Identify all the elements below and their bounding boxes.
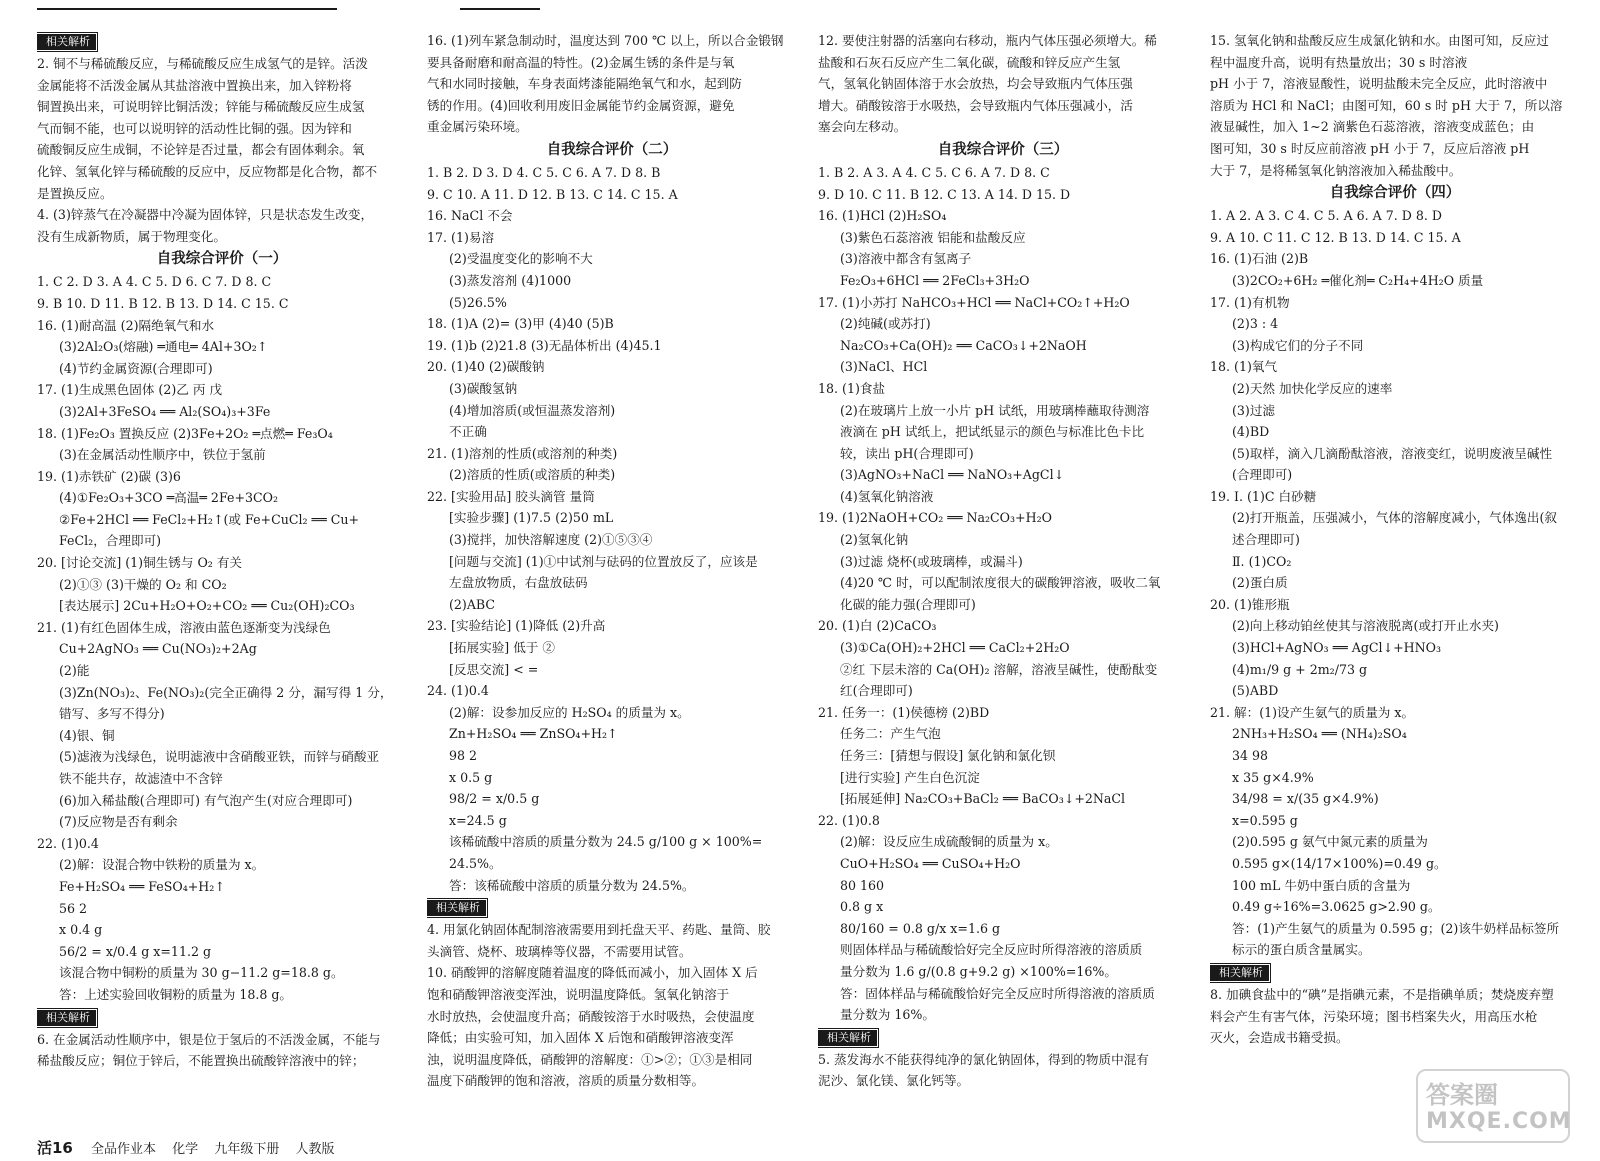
answer-line: 23. [实验结论] (1)降低 (2)升高 bbox=[427, 618, 606, 634]
answer-line: [进行实验] 产生白色沉淀 bbox=[840, 769, 980, 785]
answer-line: (3)紫色石蕊溶液 铝能和盐酸反应 bbox=[840, 229, 1026, 245]
answer-line: 20. (1)白 (2)CaCO₃ bbox=[818, 618, 937, 634]
answer-line: CuO+H₂SO₄ ══ CuSO₄+H₂O bbox=[840, 855, 1021, 871]
answer-line: 18. (1)Fe₂O₃ 置换反应 (2)3Fe+2O₂ ═点燃═ Fe₃O₄ bbox=[37, 425, 333, 441]
answer-line: (3)溶液中都含有氢离子 bbox=[840, 251, 972, 267]
answer-line: pH 小于 7，溶液显酸性，说明盐酸未完全反应，此时溶液中 bbox=[1210, 76, 1548, 92]
answer-line: 56 2 bbox=[59, 900, 88, 916]
watermark-text-cn: 答案圈 bbox=[1426, 1081, 1498, 1109]
answer-line: 液显碱性，加入 1~2 滴紫色石蕊溶液，溶液变成蓝色；由 bbox=[1210, 119, 1535, 135]
answer-line: [表达展示] 2Cu+H₂O+O₂+CO₂ ══ Cu₂(OH)₂CO₃ bbox=[59, 598, 355, 614]
answer-line: ②Fe+2HCl ══ FeCl₂+H₂↑(或 Fe+CuCl₂ ══ Cu+ bbox=[59, 511, 360, 527]
answer-line: 21. (1)有红色固体生成，溶液由蓝色逐渐变为浅绿色 bbox=[37, 619, 331, 635]
answer-line: 标示的蛋白质含量属实。 bbox=[1232, 942, 1371, 958]
answer-line: 12. 要使注射器的活塞向右移动，瓶内气体压强必须增大。稀 bbox=[818, 33, 1157, 48]
answer-line: 大于 7，是将稀氢氧化钠溶液加入稀盐酸中。 bbox=[1210, 162, 1462, 178]
answer-line: 任务二：产生气泡 bbox=[840, 726, 941, 742]
analysis-header bbox=[427, 896, 797, 919]
answer-line: 头滴管、烧杯、玻璃棒等仪器，不需要用试管。 bbox=[427, 943, 692, 959]
answer-line: 重金属污染环境。 bbox=[427, 119, 528, 135]
answer-line: 5. 蒸发海水不能获得纯净的氯化钠固体，得到的物质中混有 bbox=[818, 1051, 1149, 1067]
answer-line: 34 98 bbox=[1232, 748, 1269, 763]
answer-line: 量分数为 16%。 bbox=[840, 1007, 935, 1023]
answer-line: (2)天然 加快化学反应的速率 bbox=[1232, 380, 1393, 396]
answer-line: 增大。硝酸铵溶于水吸热，会导致瓶内气体压强减小，活 bbox=[818, 97, 1133, 113]
answer-line: (2)解：设混合物中铁粉的质量为 x。 bbox=[59, 857, 265, 873]
book-grade: 九年级下册 bbox=[214, 1142, 280, 1157]
answer-line: 量分数为 1.6 g/(0.8 g+9.2 g) ×100%=16%。 bbox=[840, 963, 1117, 979]
section-title: 自我综合评价（二） bbox=[546, 141, 678, 158]
analysis-badge: 相关解析 bbox=[37, 1010, 96, 1026]
answer-line: (3)过滤 烧杯(或玻璃棒，或漏斗) bbox=[840, 553, 1023, 569]
answer-line: (2)解：设反应生成硫酸铜的质量为 x。 bbox=[840, 834, 1058, 850]
answer-line: 19. (1)赤铁矿 (2)碳 (3)6 bbox=[37, 468, 181, 484]
answer-line: 程中温度升高，说明有热量放出；30 s 时溶液 bbox=[1210, 54, 1468, 70]
answer-line: 98 2 bbox=[449, 748, 478, 763]
answer-line: 24. (1)0.4 bbox=[427, 683, 489, 699]
answer-line: 19. (1)b (2)21.8 (3)无晶体析出 (4)45.1 bbox=[427, 337, 662, 353]
answer-line: ②红 下层未溶的 Ca(OH)₂ 溶解，溶液呈碱性，使酚酞变 bbox=[840, 661, 1158, 677]
answer-line: 述合理即可) bbox=[1232, 532, 1300, 548]
answer-line: (3)蒸发溶剂 (4)1000 bbox=[449, 272, 572, 288]
answer-line: 21. 解：(1)设产生氨气的质量为 x。 bbox=[1210, 704, 1415, 720]
answer-line: [反思交流] < = bbox=[449, 661, 539, 677]
answer-line: 20. (1)锥形瓶 bbox=[1210, 596, 1290, 612]
answer-line: (7)反应物是否有剩余 bbox=[59, 814, 178, 830]
answer-line: 9. C 10. A 11. D 12. B 13. C 14. C 15. A bbox=[427, 186, 678, 202]
answer-line: (2)①③ (3)干燥的 O₂ 和 CO₂ bbox=[59, 576, 227, 592]
page-footer bbox=[37, 1137, 347, 1158]
answer-line: 20. [讨论交流] (1)铜生锈与 O₂ 有关 bbox=[37, 555, 243, 571]
answer-line: (3)HCl+AgNO₃ ══ AgCl↓+HNO₃ bbox=[1232, 640, 1442, 656]
answer-line: 答：固体样品与稀硫酸恰好完全反应时所得溶液的溶质质 bbox=[840, 985, 1155, 1001]
answer-line: Zn+H₂SO₄ ══ ZnSO₄+H₂↑ bbox=[449, 726, 618, 742]
answer-line: (2)在玻璃片上放一小片 pH 试纸，用玻璃棒蘸取待测溶 bbox=[840, 402, 1150, 418]
answer-line: [问题与交流] (1)①中试剂与砝码的位置放反了，应该是 bbox=[449, 553, 758, 569]
answer-line: 22. (1)0.4 bbox=[37, 835, 99, 851]
analysis-badge: 相关解析 bbox=[818, 1030, 877, 1046]
answer-line: 1. B 2. D 3. D 4. C 5. C 6. A 7. D 8. B bbox=[427, 164, 661, 180]
answer-line: 左盘放物质，右盘放砝码 bbox=[449, 575, 588, 591]
answer-line: 该混合物中铜粉的质量为 30 g−11.2 g=18.8 g。 bbox=[59, 965, 344, 981]
answer-line: [拓展延伸] Na₂CO₃+BaCl₂ ══ BaCO₃↓+2NaCl bbox=[840, 791, 1126, 807]
answer-line: 16. (1)HCl (2)H₂SO₄ bbox=[818, 208, 947, 224]
answer-line: 100 mL 牛奶中蛋白质的含量为 bbox=[1232, 877, 1411, 893]
answer-line: 该稀硫酸中溶质的质量分数为 24.5 g/100 g × 100%= bbox=[449, 834, 763, 850]
answer-line: (6)加入稀盐酸(合理即可) 有气泡产生(对应合理即可) bbox=[59, 792, 353, 808]
answer-line: 22. (1)0.8 bbox=[818, 812, 880, 828]
analysis-header bbox=[37, 1006, 407, 1029]
answer-line: 浊，说明温度降低，硝酸钾的溶解度：①>②；①③是相同 bbox=[427, 1051, 753, 1067]
answer-line: (5)ABD bbox=[1232, 683, 1279, 699]
answer-line: 要具备耐磨和耐高温的特性。(2)金属生锈的条件是与氧 bbox=[427, 54, 735, 70]
answer-line: 18. (1)A (2)= (3)甲 (4)40 (5)B bbox=[427, 316, 614, 332]
answer-line: (3)过滤 bbox=[1232, 402, 1276, 418]
answer-line: 盐酸和石灰石反应产生二氧化碳，硫酸和锌反应产生氢 bbox=[818, 54, 1121, 70]
answer-line: (5)滤液为浅绿色，说明滤液中含硝酸亚铁，而锌与硝酸亚 bbox=[59, 749, 380, 765]
answer-line: 水时放热，会使温度升高；硝酸铵溶于水时吸热，会使温度 bbox=[427, 1008, 755, 1024]
answer-line: (4)20 ℃ 时，可以配制浓度很大的碳酸钾溶液，吸收二氧 bbox=[840, 575, 1161, 591]
answer-line: 较，读出 pH(合理即可) bbox=[840, 445, 974, 461]
answer-line: 降低；由实验可知，加入固体 X 后饱和硝酸钾溶液变浑 bbox=[427, 1030, 734, 1046]
answer-line: (4)增加溶质(或恒温蒸发溶剂) bbox=[449, 402, 616, 418]
answer-line: (3)在金属活动性顺序中，铁位于氢前 bbox=[59, 447, 266, 463]
answer-line: 9. B 10. D 11. B 12. B 13. D 14. C 15. C bbox=[37, 295, 289, 311]
answer-line: (4)m₁/9 g + 2m₂/73 g bbox=[1232, 661, 1368, 677]
answer-line: (3)NaCl、HCl bbox=[840, 359, 928, 375]
answer-line: 饱和硝酸钾溶液变浑浊，说明温度降低。氢氧化钠溶于 bbox=[427, 986, 730, 1002]
page-number: 活16 bbox=[37, 1139, 73, 1157]
answer-line: (3)2Al₂O₃(熔融) ═通电═ 4Al+3O₂↑ bbox=[59, 339, 268, 355]
answer-line: 10. 硝酸钾的溶解度随着温度的降低而减小，加入固体 X 后 bbox=[427, 965, 758, 981]
column-4 bbox=[1210, 30, 1580, 1125]
answer-line: [实验步骤] (1)7.5 (2)50 mL bbox=[449, 510, 614, 526]
answer-line: 9. A 10. C 11. C 12. B 13. D 14. C 15. A bbox=[1210, 229, 1461, 245]
answer-line: Na₂CO₃+Ca(OH)₂ ══ CaCO₃↓+2NaOH bbox=[840, 337, 1087, 353]
analysis-header bbox=[818, 1026, 1188, 1049]
analysis-badge: 相关解析 bbox=[1210, 965, 1269, 981]
answer-line: (3)①Ca(OH)₂+2HCl ══ CaCl₂+2H₂O bbox=[840, 640, 1070, 656]
answer-line: 34/98 = x/(35 g×4.9%) bbox=[1232, 791, 1379, 807]
answer-line: Cu+2AgNO₃ ══ Cu(NO₃)₂+2Ag bbox=[59, 641, 257, 657]
top-rule-left bbox=[37, 8, 337, 10]
answer-line: (2)ABC bbox=[449, 596, 496, 612]
answer-line: 80 160 bbox=[840, 877, 885, 893]
book-series: 全品作业本 bbox=[91, 1142, 157, 1157]
answer-line: 答：该稀硫酸中溶质的质量分数为 24.5%。 bbox=[449, 877, 695, 893]
answer-line: 4. 用氯化钠固体配制溶液需要用到托盘天平、药匙、量筒、胶 bbox=[427, 922, 771, 938]
answer-line: Fe₂O₃+6HCl ══ 2FeCl₃+3H₂O bbox=[840, 272, 1030, 288]
answer-line: (5)26.5% bbox=[449, 294, 507, 310]
answer-line: 6. 在金属活动性顺序中，银是位于氢后的不活泼金属，不能与 bbox=[37, 1031, 381, 1047]
answer-line: (3)2Al+3FeSO₄ ══ Al₂(SO₄)₃+3Fe bbox=[59, 403, 271, 419]
answer-line: 不正确 bbox=[449, 424, 487, 440]
answer-line: 0.49 g÷16%=3.0625 g>2.90 g。 bbox=[1232, 899, 1441, 915]
section-title: 自我综合评价（四） bbox=[1329, 185, 1461, 202]
answer-line: 19. (1)2NaOH+CO₂ ══ Na₂CO₃+H₂O bbox=[818, 510, 1052, 526]
answer-line: 金属能将不活泼金属从其盐溶液中置换出来，加入锌粉将 bbox=[37, 77, 352, 93]
answer-line: 气，氢氧化钠固体溶于水会放热，均会导致瓶内气体压强 bbox=[818, 76, 1133, 92]
answer-line: x=0.595 g bbox=[1232, 812, 1298, 828]
column-3 bbox=[818, 30, 1188, 1125]
book-subject: 化学 bbox=[172, 1142, 199, 1157]
answer-line: 料会产生有害气体，污染环境；图书档案失火，用高压水枪 bbox=[1210, 1008, 1538, 1024]
answer-line: 答：上述实验回收铜粉的质量为 18.8 g。 bbox=[59, 986, 293, 1002]
answer-line: (2)纯碱(或苏打) bbox=[840, 316, 931, 332]
answer-line: 化碳的能力强(合理即可) bbox=[840, 596, 976, 612]
answer-line: 17. (1)生成黑色固体 (2)乙 丙 戊 bbox=[37, 382, 223, 398]
answer-line: (2)能 bbox=[59, 663, 90, 679]
answer-line: 气和水同时接触，车身表面烤漆能隔绝氧气和水，起到防 bbox=[427, 76, 742, 92]
answer-line: (4)①Fe₂O₃+3CO ═高温═ 2Fe+3CO₂ bbox=[59, 490, 279, 506]
answer-line: 56/2 = x/0.4 g x=11.2 g bbox=[59, 943, 212, 959]
answer-line: FeCl₂，合理即可) bbox=[59, 533, 162, 549]
answer-line: 锈的作用。(4)回收利用废旧金属能节约金属资源，避免 bbox=[427, 97, 735, 113]
answer-line: 稀盐酸反应；铜位于锌后，不能置换出硫酸锌溶液中的锌； bbox=[37, 1053, 365, 1069]
answer-line: (2)受温度变化的影响不大 bbox=[449, 251, 593, 267]
answer-line: x 0.4 g bbox=[59, 922, 103, 938]
answer-line: (2)0.595 g 氨气中氮元素的质量为 bbox=[1232, 834, 1428, 850]
answer-line: (2)溶质的性质(或溶质的种类) bbox=[449, 467, 616, 483]
answer-line: x=24.5 g bbox=[449, 812, 507, 828]
answer-line: 没有生成新物质，属于物理变化。 bbox=[37, 228, 226, 244]
answer-line: 22. [实验用品] 胶头滴管 量筒 bbox=[427, 488, 595, 504]
answer-line: 19. Ⅰ. (1)C 白砂糖 bbox=[1210, 488, 1317, 504]
answer-line: (4)BD bbox=[1232, 424, 1270, 440]
top-rule-mid bbox=[460, 8, 540, 10]
answer-line: (2)向上移动铂丝使其与溶液脱离(或打开止水夹) bbox=[1232, 618, 1499, 634]
answer-line: (2)氢氧化钠 bbox=[840, 532, 909, 548]
answer-line: 泥沙、氯化镁、氯化钙等。 bbox=[818, 1073, 970, 1089]
answer-line: 铁不能共存，故滤渣中不含锌 bbox=[59, 771, 223, 786]
answer-line: (4)节约金属资源(合理即可) bbox=[59, 360, 213, 376]
answer-line: (合理即可) bbox=[1232, 467, 1293, 483]
answer-line: (3)构成它们的分子不同 bbox=[1232, 337, 1364, 353]
answer-line: (3)AgNO₃+NaCl ══ NaNO₃+AgCl↓ bbox=[840, 467, 1065, 483]
answer-line: 80/160 = 0.8 g/x x=1.6 g bbox=[840, 920, 1001, 936]
answer-line: 灭火，会造成书籍受损。 bbox=[1210, 1030, 1349, 1046]
answer-line: 18. (1)氧气 bbox=[1210, 359, 1278, 375]
answer-line: 16. (1)列车紧急制动时，温度达到 700 ℃ 以上，所以合金锻钢 bbox=[427, 33, 784, 48]
answer-line: 是置换反应。 bbox=[37, 185, 113, 201]
answer-line: (3)Zn(NO₃)₂、Fe(NO₃)₂(完全正确得 2 分，漏写得 1 分， bbox=[59, 684, 393, 700]
answer-line: 17. (1)有机物 bbox=[1210, 294, 1290, 310]
answer-line: 0.595 g×(14/17×100%)=0.49 g。 bbox=[1232, 855, 1447, 871]
answer-line: 1. C 2. D 3. A 4. C 5. D 6. C 7. D 8. C bbox=[37, 274, 272, 290]
answer-line: 任务三：[猜想与假设] 氯化钠和氯化钡 bbox=[840, 748, 1056, 763]
answer-line: 98/2 = x/0.5 g bbox=[449, 791, 540, 807]
answer-line: 液滴在 pH 试纸上，把试纸显示的颜色与标准比色卡比 bbox=[840, 424, 1145, 440]
book-edition: 人教版 bbox=[295, 1142, 335, 1157]
answer-line: 图可知，30 s 时反应前溶液 pH 小于 7，反应后溶液 pH bbox=[1210, 140, 1530, 156]
answer-line: 16. (1)石油 (2)B bbox=[1210, 251, 1309, 267]
column-1 bbox=[37, 30, 407, 1125]
answer-line: 1. A 2. A 3. C 4. C 5. A 6. A 7. D 8. D bbox=[1210, 208, 1443, 224]
answer-line: 16. NaCl 不会 bbox=[427, 208, 513, 224]
answer-line: 17. (1)小苏打 NaHCO₃+HCl ══ NaCl+CO₂↑+H₂O bbox=[818, 294, 1130, 310]
section-title: 自我综合评价（三） bbox=[937, 141, 1069, 158]
answer-line: 气而铜不能，也可以说明锌的活动性比铜的强。因为锌和 bbox=[37, 120, 352, 136]
analysis-badge: 相关解析 bbox=[37, 34, 96, 50]
answer-line: 化锌、氢氧化锌与稀硫酸的反应中，反应物都是化合物，都不 bbox=[37, 163, 378, 179]
answer-line: 铜置换出来，可说明锌比铜活泼；锌能与稀硫酸反应生成氢 bbox=[37, 99, 365, 115]
answer-line: 温度下硝酸钾的饱和溶液，溶质的质量分数相等。 bbox=[427, 1073, 705, 1089]
answer-line: 8. 加碘食盐中的“碘”是指碘元素，不是指碘单质；焚烧废弃塑 bbox=[1210, 986, 1554, 1002]
answer-line: 9. D 10. C 11. B 12. C 13. A 14. D 15. D bbox=[818, 186, 1071, 202]
answer-line: (2)3 : 4 bbox=[1232, 316, 1279, 332]
answer-line: 错写、多写不得分) bbox=[59, 706, 165, 722]
answer-line: (3)2CO₂+6H₂ ═催化剂═ C₂H₄+4H₂O 质量 bbox=[1232, 272, 1484, 288]
watermark-text-url: MXQE.COM bbox=[1426, 1109, 1572, 1134]
answer-line: (4)氢氧化钠溶液 bbox=[840, 488, 934, 504]
answer-line: 则固体样品与稀硫酸恰好完全反应时所得溶液的溶质质 bbox=[840, 942, 1143, 958]
answer-line: 15. 氢氧化钠和盐酸反应生成氯化钠和水。由图可知，反应过 bbox=[1210, 33, 1549, 48]
answer-line: 20. (1)40 (2)碳酸钠 bbox=[427, 359, 545, 375]
watermark-logo bbox=[1416, 1069, 1570, 1143]
answer-line: 21. 任务一：(1)侯德榜 (2)BD bbox=[818, 704, 990, 720]
answer-line: x 35 g×4.9% bbox=[1232, 769, 1314, 785]
analysis-badge: 相关解析 bbox=[427, 900, 486, 916]
answer-line: x 0.5 g bbox=[449, 769, 493, 785]
answer-line: 塞会向左移动。 bbox=[818, 119, 907, 135]
answer-line: (2)解：设参加反应的 H₂SO₄ 的质量为 x。 bbox=[449, 704, 690, 720]
answer-line: 0.8 g x bbox=[840, 899, 884, 915]
answer-line: 溶质为 HCl 和 NaCl；由图可知，60 s 时 pH 大于 7，所以溶 bbox=[1210, 97, 1563, 113]
answer-line: 18. (1)食盐 bbox=[818, 380, 886, 396]
column-2 bbox=[427, 30, 797, 1125]
answer-line: (4)银、铜 bbox=[59, 727, 115, 743]
answer-line: (2)蛋白质 bbox=[1232, 575, 1288, 591]
answer-line: 4. (3)锌蒸气在冷凝器中冷凝为固体锌，只是状态发生改变， bbox=[37, 207, 374, 223]
answer-line: (3)搅拌，加快溶解速度 (2)①⑤③④ bbox=[449, 532, 653, 548]
answer-line: Fe+H₂SO₄ ══ FeSO₄+H₂↑ bbox=[59, 878, 225, 894]
answer-line: 16. (1)耐高温 (2)隔绝氧气和水 bbox=[37, 317, 215, 333]
answer-line: 17. (1)易溶 bbox=[427, 229, 495, 245]
answer-line: (2)打开瓶盖，压强减小，气体的溶解度减小，气体逸出(叙 bbox=[1232, 510, 1558, 526]
answer-line: (3)碳酸氢钠 bbox=[449, 380, 518, 396]
section-title: 自我综合评价（一） bbox=[156, 251, 288, 268]
answer-line: 硫酸铜反应生成铜，不论锌是否过量，都会有固体剩余。氧 bbox=[37, 142, 365, 158]
answer-line: (5)取样，滴入几滴酚酞溶液，溶液变红，说明废液呈碱性 bbox=[1232, 445, 1553, 461]
answer-line: 红(合理即可) bbox=[840, 683, 913, 699]
answer-line: 答：(1)产生氨气的质量为 0.595 g；(2)该牛奶样品标签所 bbox=[1232, 920, 1560, 936]
answer-line: 24.5%。 bbox=[449, 855, 502, 871]
answer-line: 2. 铜不与稀硫酸反应，与稀硫酸反应生成氢气的是锌。活泼 bbox=[37, 56, 368, 71]
analysis-header bbox=[1210, 961, 1580, 984]
analysis-header bbox=[37, 30, 407, 53]
answer-line: 1. B 2. A 3. A 4. C 5. C 6. A 7. D 8. C bbox=[818, 164, 1050, 180]
answer-line: 2NH₃+H₂SO₄ ══ (NH₄)₂SO₄ bbox=[1232, 726, 1407, 742]
answer-line: Ⅱ. (1)CO₂ bbox=[1232, 553, 1292, 569]
answer-line: [拓展实验] 低于 ② bbox=[449, 640, 555, 656]
answer-line: 21. (1)溶剂的性质(或溶剂的种类) bbox=[427, 445, 618, 461]
